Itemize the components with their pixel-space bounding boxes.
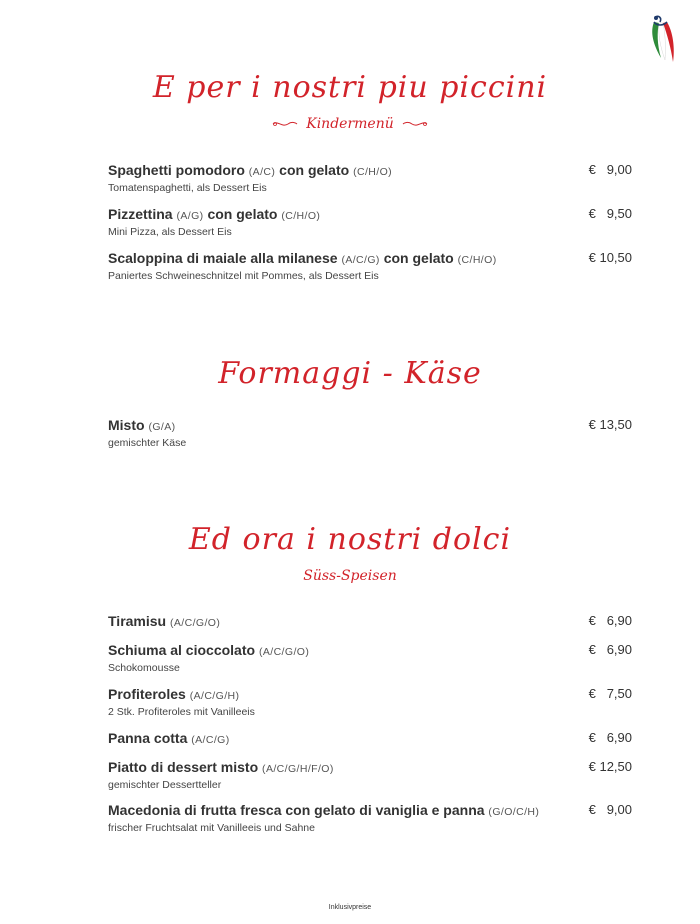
item-description: Schokomousse bbox=[108, 662, 180, 674]
menu-item bbox=[108, 641, 632, 675]
item-name-suffix: con gelato bbox=[207, 206, 278, 222]
menu-item bbox=[108, 758, 632, 792]
item-allergens: (A/C/G) bbox=[191, 734, 230, 746]
item-allergens: (A/C) bbox=[248, 166, 276, 178]
section-title-kids: E per i nostri piu piccini bbox=[152, 70, 548, 105]
item-allergens: (A/C/G/H/F/O) bbox=[262, 763, 334, 775]
section-title-desserts: Ed ora i nostri dolci bbox=[188, 522, 512, 557]
item-price: € 9,00 bbox=[588, 162, 632, 177]
item-allergens: (A/C/G/O) bbox=[258, 646, 310, 658]
item-name: Scaloppina di maiale alla milanese bbox=[108, 250, 338, 266]
item-description: gemischter Dessertteller bbox=[108, 779, 222, 791]
item-description: 2 Stk. Profiteroles mit Vanilleeis bbox=[108, 706, 255, 718]
item-price: € 6,90 bbox=[588, 730, 632, 745]
menu-item bbox=[108, 249, 632, 283]
item-price: € 13,50 bbox=[588, 417, 632, 432]
item-allergens: (A/G) bbox=[176, 210, 204, 222]
item-price: € 6,90 bbox=[588, 613, 632, 628]
item-name: Misto bbox=[108, 417, 145, 433]
footer-note: Inklusivpreise bbox=[328, 904, 372, 911]
section-title-cheese: Formaggi - Käse bbox=[218, 356, 482, 391]
item-price: € 7,50 bbox=[588, 686, 632, 701]
item-price: € 9,50 bbox=[588, 206, 632, 221]
menu-item bbox=[108, 205, 632, 239]
menu-item bbox=[108, 161, 632, 195]
item-description: Tomatenspaghetti, als Dessert Eis bbox=[108, 182, 267, 194]
item-description: gemischter Käse bbox=[108, 437, 187, 449]
item-allergens: (C/H/O) bbox=[353, 166, 393, 178]
item-allergens: (G/A) bbox=[148, 421, 176, 433]
item-name: Tiramisu bbox=[108, 613, 167, 629]
item-name: Profiteroles bbox=[108, 686, 186, 702]
section-subtitle-desserts: Süss-Speisen bbox=[303, 568, 397, 584]
item-name-suffix: con gelato bbox=[383, 250, 454, 266]
item-description: Paniertes Schweineschnitzel mit Pommes, als Dessert Eis bbox=[108, 270, 379, 282]
menu-item bbox=[108, 416, 632, 450]
item-name: Panna cotta bbox=[108, 730, 188, 746]
item-name: Schiuma al cioccolato bbox=[108, 642, 256, 658]
item-price: € 10,50 bbox=[588, 250, 632, 265]
item-allergens: (A/C/G/H) bbox=[189, 690, 240, 702]
section-subtitle-kids bbox=[0, 115, 700, 133]
ornament-flourish-icon bbox=[272, 119, 298, 129]
item-description: Mini Pizza, als Dessert Eis bbox=[108, 226, 232, 238]
menu-item bbox=[108, 612, 632, 632]
item-name: Macedonia di frutta fresca con gelato di vaniglia e panna bbox=[108, 802, 485, 818]
item-allergens: (C/H/O) bbox=[281, 210, 321, 222]
item-price: € 9,00 bbox=[588, 802, 632, 817]
menu-item bbox=[108, 729, 632, 749]
item-allergens: (A/C/G/O) bbox=[170, 617, 221, 629]
ornament-flourish-icon bbox=[402, 119, 428, 129]
subtitle-text: Kindermenü bbox=[306, 116, 394, 132]
item-allergens: (C/H/O) bbox=[457, 254, 497, 266]
italy-flag-chili-logo-icon bbox=[645, 14, 679, 66]
menu-item bbox=[108, 685, 632, 719]
menu-item bbox=[108, 801, 632, 835]
item-allergens: (G/O/C/H) bbox=[488, 806, 540, 818]
item-name: Piatto di dessert misto bbox=[108, 759, 259, 775]
item-name: Spaghetti pomodoro bbox=[108, 162, 245, 178]
item-name: Pizzettina bbox=[108, 206, 173, 222]
item-name-suffix: con gelato bbox=[279, 162, 350, 178]
item-price: € 6,90 bbox=[588, 642, 632, 657]
item-allergens: (A/C/G) bbox=[341, 254, 380, 266]
item-description: frischer Fruchtsalat mit Vanilleeis und Sahne bbox=[108, 822, 315, 834]
item-price: € 12,50 bbox=[588, 759, 632, 774]
